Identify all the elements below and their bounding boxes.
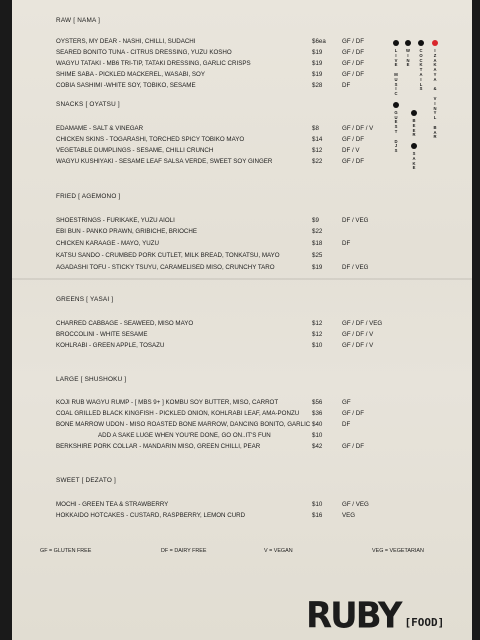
menu-item: HOKKAIDO HOTCAKES - CUSTARD, RASPBERRY, LEMON CURD $16 VEG — [56, 512, 356, 519]
brand-logo — [306, 595, 445, 640]
menu-item: SHOESTRINGS - FURIKAKE, YUZU AIOLI $9 DF / VEG — [56, 217, 369, 224]
menu-item: KOJI RUB WAGYU RUMP - [ MBS 9+ ] KOMBU SOY BUTTER, MISO, CARROT $56 GF — [56, 399, 351, 406]
menu-item: KATSU SANDO - CRUMBED PORK CUTLET, MILK BREAD, TONKATSU, MAYO $25 — [56, 252, 323, 259]
paper-fold — [12, 278, 472, 280]
menu-item: BROCCOLINI - WHITE SESAME $12 GF / DF / V — [56, 331, 374, 338]
side-label-live-music: L I V E M U S I C — [394, 48, 398, 97]
side-column-izakaya — [431, 40, 439, 140]
menu-item: VEGETABLE DUMPLINGS - SESAME, CHILLI CRUNCH $12 DF / V — [56, 147, 360, 154]
section-title-fried: FRIED [ AGEMONO ] — [56, 193, 121, 200]
legend-df: DF = DAIRY FREE — [161, 548, 207, 554]
section-title-snacks: SNACKS [ OYATSU ] — [56, 101, 120, 108]
dot-icon — [405, 40, 411, 46]
menu-item: OYSTERS, MY DEAR - NASHI, CHILLI, SUDACHI $6ea GF / DF — [56, 38, 364, 45]
menu-item: WAGYU KUSHIYAKI - SESAME LEAF SALSA VERDE, SWEET SOY GINGER $22 GF / DF — [56, 158, 364, 165]
menu-item: SEARED BONITO TUNA - CITRUS DRESSING, YUZU KOSHO $19 GF / DF — [56, 49, 364, 56]
legend-gf: GF = GLUTEN FREE — [40, 548, 92, 554]
side-label-beer: B E E R — [412, 118, 416, 138]
side-label-guest-djs: G U E S T D J S — [394, 109, 398, 154]
menu-item: KOHLRABI - GREEN APPLE, TOSAZU $10 GF / DF / V — [56, 342, 374, 349]
legend-v: V = VEGAN — [264, 548, 293, 554]
menu-item: CHARRED CABBAGE - SEAWEED, MISO MAYO $12 GF / DF / VEG — [56, 320, 383, 327]
menu-item: AGADASHI TOFU - STICKY TSUYU, CARAMELISED MISO, CRUNCHY TARO $19 DF / VEG — [56, 264, 369, 271]
menu-item: COBIA SASHIMI -WHITE SOY, TOBIKO, SESAME $28 DF — [56, 82, 351, 89]
menu-item: EBI BUN - PANKO PRAWN, GRIBICHE, BRIOCHE $22 — [56, 228, 323, 235]
side-column-cocktails — [417, 40, 425, 92]
menu-item: CHICKEN SKINS - TOGARASHI, TORCHED SPICY TOBIKO MAYO $14 GF / DF — [56, 136, 364, 143]
side-label-izakaya: I Z A K A Y A & V I N Y L B A R — [433, 48, 437, 140]
section-title-sweet: SWEET [ DEZATO ] — [56, 477, 117, 484]
menu-item-addon: ADD A SAKE LUGE WHEN YOU'RE DONE, GO ON..IT'S FUN $10 — [98, 432, 323, 439]
menu-item: SHIME SABA - PICKLED MACKEREL, WASABI, SOY $19 GF / DF — [56, 71, 364, 78]
side-label-wine: W I N E — [406, 48, 410, 68]
side-label-sake: S A K E — [412, 150, 416, 171]
brand-word: RUBY — [306, 595, 401, 637]
menu-item: COAL GRILLED BLACK KINGFISH - PICKLED ONION, KOHLRABI LEAF, AMA-PONZU $36 GF / DF — [56, 410, 364, 417]
side-label-cocktails: C O C K T A I L S — [419, 48, 423, 92]
dot-icon — [393, 102, 399, 108]
dot-icon — [411, 110, 417, 116]
brand-food: [FOOD] — [404, 616, 445, 629]
side-column-live — [392, 40, 400, 154]
menu-item: MOCHI - GREEN TEA & STRAWBERRY $10 GF / VEG — [56, 501, 369, 508]
menu-item: WAGYU TATAKI - MB6 TRI-TIP, TATAKI DRESSING, GARLIC CRISPS $19 GF / DF — [56, 60, 364, 67]
menu-paper — [12, 0, 472, 640]
section-title-large: LARGE [ SHUSHOKU ] — [56, 376, 127, 383]
dot-icon — [418, 40, 424, 46]
menu-item: CHICKEN KARAAGE - MAYO, YUZU $18 DF — [56, 240, 351, 247]
side-column-beer — [410, 110, 418, 171]
red-dot-icon — [432, 40, 438, 46]
legend-veg: VEG = VEGETARIAN — [372, 548, 424, 554]
menu-item: BERKSHIRE PORK COLLAR - MANDARIN MISO, GREEN CHILLI, PEAR $42 GF / DF — [56, 443, 364, 450]
dot-icon — [411, 143, 417, 149]
side-column-wine — [404, 40, 412, 68]
section-title-raw: RAW [ NAMA ] — [56, 17, 101, 24]
menu-item: EDAMAME - SALT & VINEGAR $8 GF / DF / V — [56, 125, 374, 132]
menu-item: BONE MARROW UDON - MISO ROASTED BONE MARROW, DANCING BONITO, GARLIC $40 DF — [56, 421, 351, 428]
dot-icon — [393, 40, 399, 46]
section-title-greens: GREENS [ YASAI ] — [56, 296, 114, 303]
